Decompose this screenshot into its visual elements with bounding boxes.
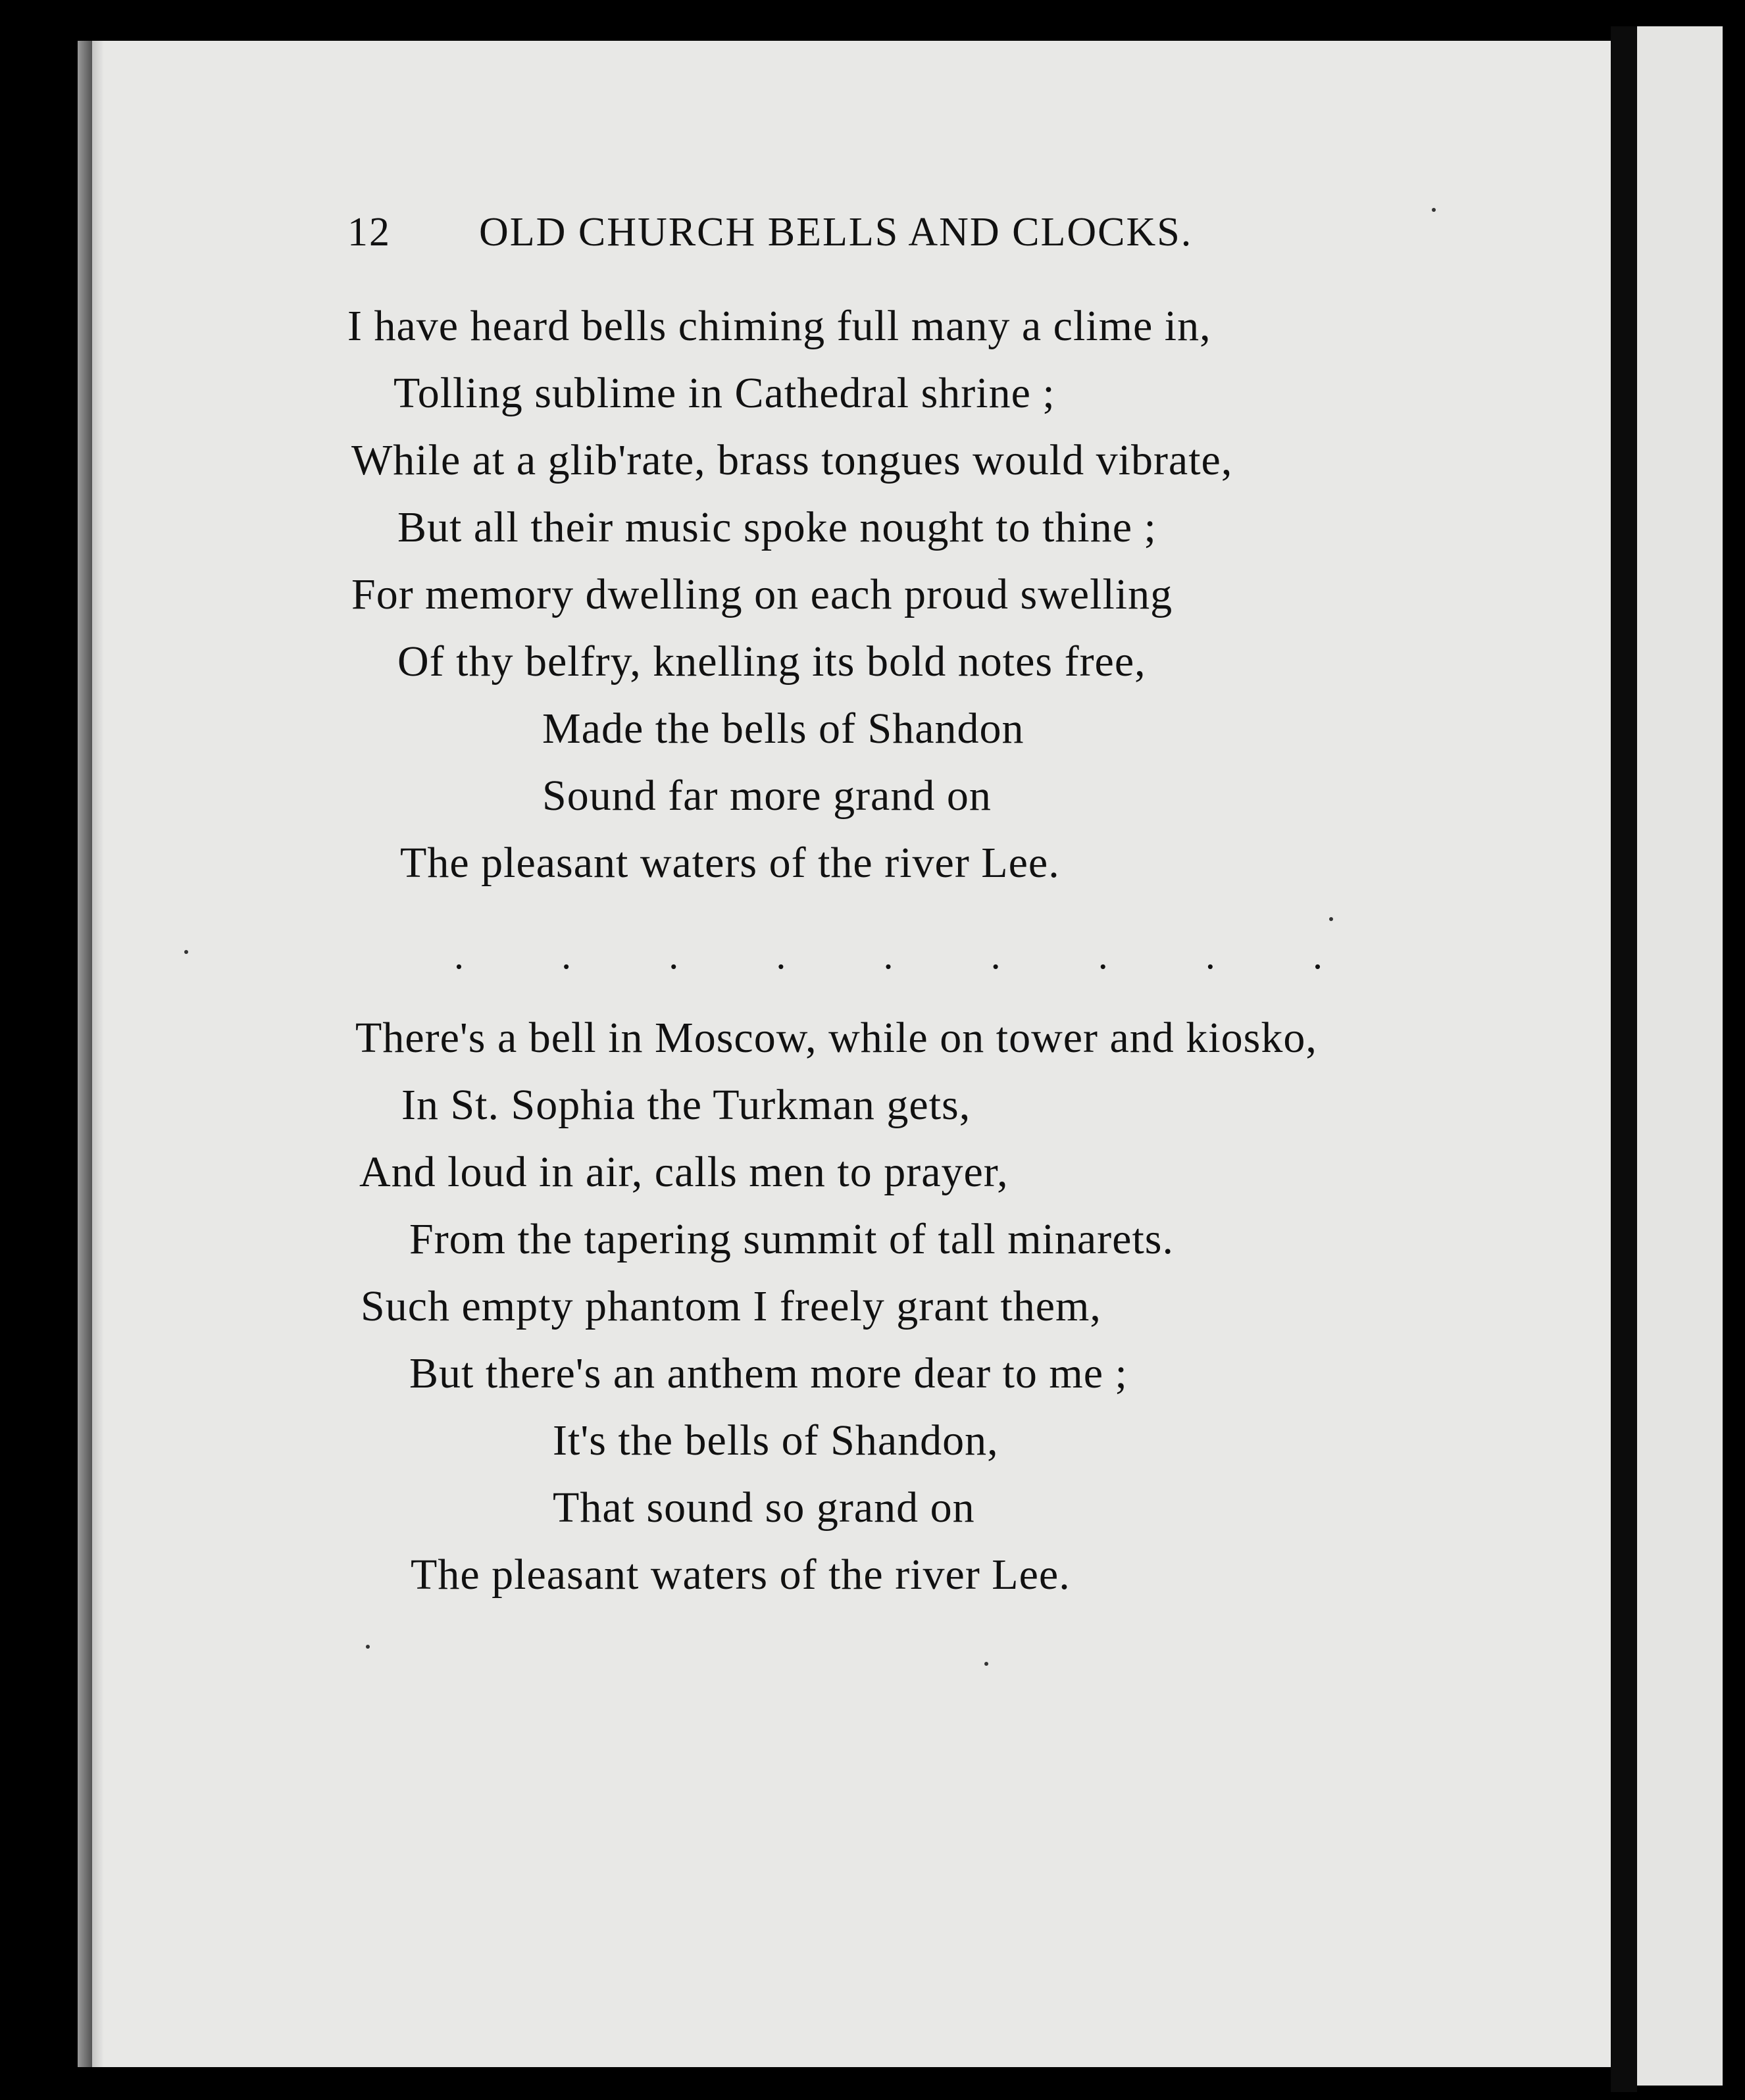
- paper-speck: [184, 950, 188, 954]
- page-number: 12: [347, 210, 391, 255]
- separator-dot: .: [990, 934, 1001, 977]
- book-gutter: [1611, 26, 1637, 2092]
- stanza2-line-8: That sound so grand on: [553, 1484, 975, 1532]
- stanza1-line-8: Sound far more grand on: [542, 772, 992, 820]
- stanza2-line-7: It's the bells of Shandon,: [553, 1416, 999, 1464]
- stanza1-line-7: Made the bells of Shandon: [542, 705, 1024, 753]
- stanza1-line-1: I have heard bells chiming full many a clime in,: [347, 302, 1211, 350]
- stanza2-line-3: And loud in air, calls men to prayer,: [359, 1148, 1009, 1196]
- stanza1-line-6: Of thy belfry, knelling its bold notes free,: [397, 638, 1146, 686]
- stanza2-line-2: In St. Sophia the Turkman gets,: [401, 1081, 971, 1129]
- paper-speck: [366, 1645, 370, 1649]
- paper-speck: [984, 1662, 988, 1666]
- stanza2-line-5: Such empty phantom I freely grant them,: [361, 1282, 1101, 1330]
- stanza1-line-9: The pleasant waters of the river Lee.: [400, 839, 1060, 887]
- separator-dot: .: [1098, 934, 1108, 977]
- separator-dot: .: [1205, 934, 1215, 977]
- paper-speck: [1329, 917, 1333, 921]
- stanza1-line-5: For memory dwelling on each proud swelling: [351, 570, 1173, 618]
- stanza2-line-4: From the tapering summit of tall minarets.: [409, 1215, 1174, 1263]
- stanza-separator: [454, 933, 1323, 978]
- stanza2-line-1: There's a bell in Moscow, while on tower and kiosko,: [355, 1014, 1317, 1062]
- stanza1-line-3: While at a glib'rate, brass tongues would vibrate,: [351, 436, 1233, 484]
- running-title: OLD CHURCH BELLS AND CLOCKS.: [479, 210, 1193, 255]
- stanza2-line-6: But there's an anthem more dear to me ;: [409, 1349, 1128, 1397]
- separator-dot: .: [454, 934, 464, 977]
- running-header: [347, 209, 1192, 256]
- paper-speck: [1432, 208, 1436, 212]
- separator-dot: .: [1313, 934, 1323, 977]
- separator-dot: .: [561, 934, 572, 977]
- stanza1-line-4: But all their music spoke nought to thine ;: [397, 503, 1157, 551]
- stanza2-line-9: The pleasant waters of the river Lee.: [411, 1551, 1071, 1599]
- separator-dot: .: [669, 934, 679, 977]
- separator-dot: .: [776, 934, 786, 977]
- page-binding-shadow: [78, 41, 104, 2067]
- separator-dot: .: [883, 934, 894, 977]
- facing-page-edge: [1637, 26, 1723, 2086]
- stanza1-line-2: Tolling sublime in Cathedral shrine ;: [393, 369, 1055, 417]
